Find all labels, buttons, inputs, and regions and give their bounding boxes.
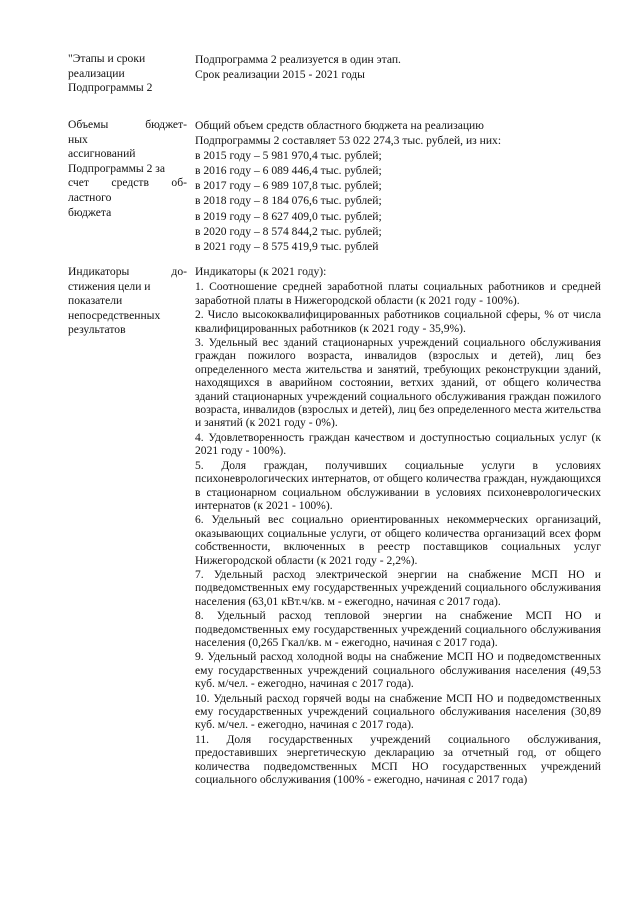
row-value (195, 118, 601, 254)
indicator-item: 9. Удельный расход холодной воды на снабжение МСП НО и подведомственных ему государственных учреждений социального обслуживания населения (49,53 куб. м/чел. - ежегодно, начиная с 2017 года). (195, 650, 601, 691)
label-line: счет средств об- (68, 176, 187, 190)
indicator-item: 2. Число высококвалифицированных работников социальной сферы, % от числа квалифицированных работников (к 2021 году - 35,9%). (195, 308, 601, 335)
label-line: Индикаторы до- (68, 265, 187, 278)
label-line: Объемы бюджет- (68, 118, 187, 131)
label-line: показатели (68, 294, 123, 308)
indicator-item: 7. Удельный расход электрической энергии на снабжение МСП НО и подведомственных ему государственных учреждений социального обслуживания населения (63,01 кВт.ч/кв. м - ежегодно, начиная с 2017 года). (195, 567, 601, 608)
value-line: Срок реализации 2015 - 2021 годы (195, 68, 365, 82)
indicator-item: 8. Удельный расход тепловой энергии на снабжение МСП НО и подведомственных ему государственных учреждений социального обслуживания населения (0,265 Гкал/кв. м - ежегодно, начиная с 2017 года). (195, 609, 601, 649)
indicator-list (195, 265, 601, 787)
value-line: в 2016 году – 6 089 446,4 тыс. рублей; (195, 164, 382, 178)
indicator-item: 11. Доля государственных учреждений социального обслуживания, предоставивших энергетическую декларацию за отчетный год, от общего количества подведомственных МСП НО государственных учреждений социального обслуживания (100% - ежегодно, начиная с 2017 года) (195, 732, 601, 787)
value-line: в 2020 году – 8 574 844,2 тыс. рублей; (195, 224, 382, 238)
label-line: реализации (68, 66, 125, 80)
label-line: стижения цели и (68, 279, 151, 293)
indicator-item: 10. Удельный расход горячей воды на снабжение МСП НО и подведомственных ему государственных учреждений социального обслуживания населения (30,89 куб. м/чел. - ежегодно, начиная с 2017 года). (195, 691, 601, 732)
value-line: Подпрограммы 2 составляет 53 022 274,3 тыс. рублей, из них: (195, 134, 502, 148)
label-line: "Этапы и сроки (68, 52, 146, 65)
indicator-item: 4. Удовлетворенность граждан качеством и доступностью социальных услуг (к 2021 году - 100%). (195, 430, 601, 458)
row-label (68, 265, 187, 338)
row-label (68, 52, 187, 96)
label-line: Подпрограммы 2 (68, 81, 153, 95)
value-line: Подпрограмма 2 реализуется в один этап. (195, 53, 401, 66)
label-line: ных (68, 132, 88, 146)
label-line: ластного (68, 190, 112, 204)
indicator-intro: Индикаторы (к 2021 году): (195, 265, 327, 278)
label-line: непосредственных (68, 308, 161, 322)
label-line: результатов (68, 323, 126, 337)
label-line: ассигнований (68, 147, 136, 161)
label-line: бюджета (68, 205, 112, 219)
value-line: в 2017 году – 6 989 107,8 тыс. рублей; (195, 179, 382, 193)
value-line: Общий объем средств областного бюджета на реализацию (195, 119, 484, 132)
indicator-item: 1. Соотношение средней заработной платы социальных работников и средней заработной платы в Нижегородской области (к 2021 году - 100%). (195, 280, 601, 307)
row-value (195, 52, 601, 82)
value-line: в 2015 году – 5 981 970,4 тыс. рублей; (195, 149, 382, 163)
value-line: в 2018 году – 8 184 076,6 тыс. рублей; (195, 194, 382, 208)
row-label (68, 118, 187, 220)
indicator-item: 6. Удельный вес социально ориентированных некоммерческих организаций, оказывающих социальные услуги, от общего количества организаций всех форм собственности, включенных в реестр поставщиков социальных услуг Нижегородской области (к 2021 году - 2,2%). (195, 513, 601, 567)
label-line: Подпрограммы 2 за (68, 161, 166, 175)
value-line: в 2021 году – 8 575 419,9 тыс. рублей (195, 239, 379, 253)
indicator-item: 3. Удельный вес зданий стационарных учреждений социального обслуживания граждан пожилого возраста, инвалидов (взрослых и детей), лиц без определенного места жительства и занятий, требующих реконструкции зданий, находящихся в аварийном состоянии, ветхих зданий, от общего количества зданий стационарных учреждений социального обслуживания граждан пожилого возраста, инвалидов (взрослых и детей), лиц без определенного места жительства и занятий (к 2021 году - 0%). (195, 336, 601, 430)
indicator-item: 5. Доля граждан, получивших социальные услуги в условиях психоневрологических интернатов, от общего количества граждан, нуждающихся в стационарном социальном обслуживании в условиях психоневрологических интернатов (к 2021 - 100%). (195, 458, 601, 512)
value-line: в 2019 году – 8 627 409,0 тыс. рублей; (195, 209, 382, 223)
